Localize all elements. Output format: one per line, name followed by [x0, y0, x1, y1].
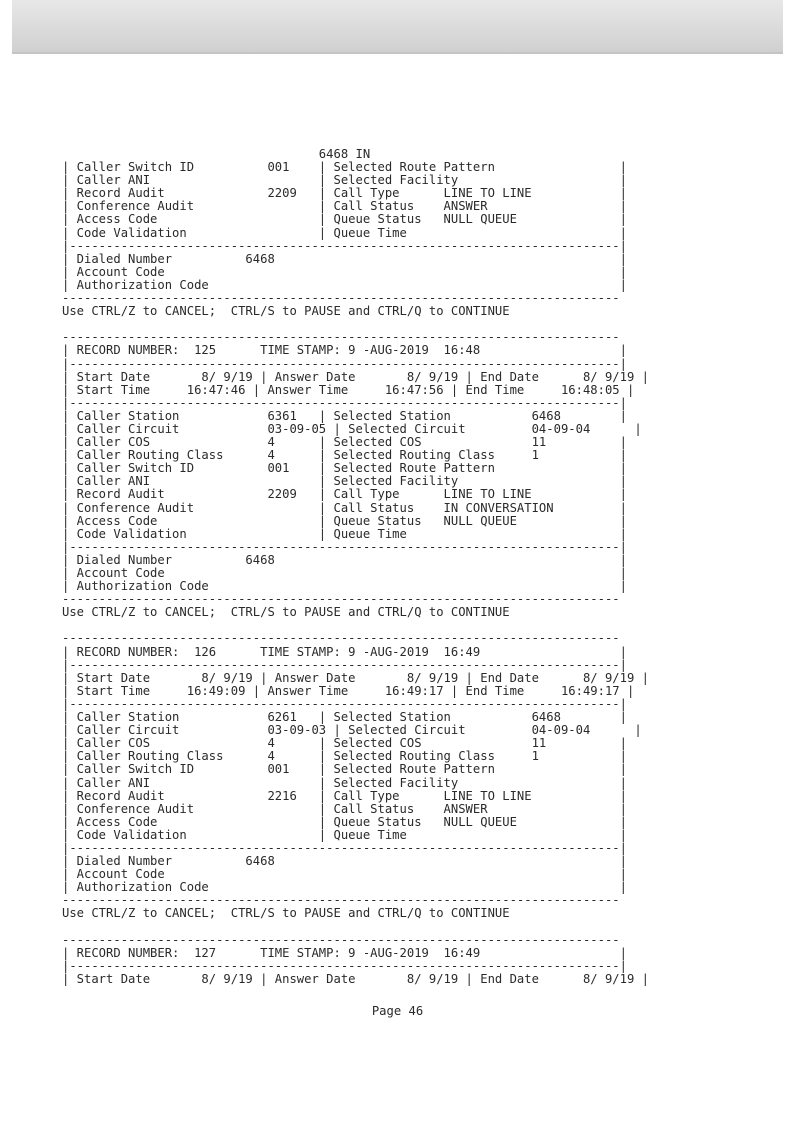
printout-line: |---------------------------------------------------------------------------| — [62, 238, 627, 253]
printout-line: | Code Validation | Queue Time | — [62, 225, 627, 240]
printout-line: ---------------------------------------------------------------------------- — [62, 291, 620, 306]
printout-line: |---------------------------------------------------------------------------| — [62, 395, 627, 410]
printout-line: |---------------------------------------------------------------------------| — [62, 840, 627, 855]
printout-line: | Code Validation | Queue Time | — [62, 827, 627, 842]
printout-line: | Account Code | — [62, 566, 627, 580]
printout-line: | RECORD NUMBER: 125 TIME STAMP: 9 -AUG-2019 16:48 | — [62, 343, 627, 358]
printout-line: | Conference Audit | Call Status ANSWER | — [62, 801, 627, 816]
printout-line: | Caller ANI | Selected Facility | — [62, 775, 627, 790]
printout-line: | Dialed Number 6468 | — [62, 251, 627, 266]
printout-line: | Conference Audit | Call Status IN CONVERSATION | — [62, 500, 627, 515]
printout-line: | Authorization Code | — [62, 880, 627, 895]
printout-line: | Access Code | Queue Status NULL QUEUE | — [62, 814, 627, 829]
printout-line: |---------------------------------------------------------------------------| — [62, 539, 627, 554]
printout-line: | Account Code | — [62, 867, 627, 882]
printout-line: ---------------------------------------------------------------------------- — [62, 631, 620, 646]
printout-line: Use CTRL/Z to CANCEL; CTRL/S to PAUSE and CTRL/Q to CONTINUE — [62, 304, 510, 319]
printout-line: | Start Date 8/ 9/19 | Answer Date 8/ 9/19 | End Date 8/ 9/19 | — [62, 971, 649, 986]
printout-line: | Caller Station 6261 | Selected Station 6468 | — [62, 710, 627, 725]
page-number: Page 46 — [371, 1004, 424, 1018]
printout-line: | Caller COS 4 | Selected COS 11 | — [62, 435, 627, 450]
printout-line: ---------------------------------------------------------------------------- — [62, 932, 620, 947]
printout-line: | Authorization Code | — [62, 277, 627, 292]
printout-line: | RECORD NUMBER: 127 TIME STAMP: 9 -AUG-2019 16:49 | — [62, 945, 627, 960]
printout-line: | Dialed Number 6468 | — [62, 552, 627, 567]
printout-line: | Caller Circuit 03-09-05 | Selected Circuit 04-09-04 | — [62, 421, 642, 436]
printout-line: | Authorization Code | — [62, 579, 627, 594]
printout-line: | Caller Switch ID 001 | Selected Route Pattern | — [62, 762, 627, 777]
printout-line: 6468 IN — [62, 147, 371, 161]
printout-line: Use CTRL/Z to CANCEL; CTRL/S to PAUSE and CTRL/Q to CONTINUE — [62, 605, 510, 620]
printout-line: | Account Code | — [62, 264, 627, 279]
call-record-printout — [62, 148, 649, 986]
printout-line — [62, 921, 649, 934]
printout-line: Use CTRL/Z to CANCEL; CTRL/S to PAUSE and CTRL/Q to CONTINUE — [62, 906, 510, 921]
printout-line: | Caller Routing Class 4 | Selected Routing Class 1 | — [62, 448, 627, 463]
printout-line: | RECORD NUMBER: 126 TIME STAMP: 9 -AUG-2019 16:49 | — [62, 644, 627, 659]
printout-line: ---------------------------------------------------------------------------- — [62, 330, 620, 345]
printout-line: | Caller ANI | Selected Facility | — [62, 173, 627, 188]
printout-line: | Access Code | Queue Status NULL QUEUE | — [62, 212, 627, 227]
printout-line: ---------------------------------------------------------------------------- — [62, 893, 620, 908]
printout-line: | Caller Station 6361 | Selected Station 6468 | — [62, 408, 627, 423]
printout-line: |---------------------------------------------------------------------------| — [62, 958, 627, 973]
printout-line: |---------------------------------------------------------------------------| — [62, 696, 627, 711]
printout-line: | Record Audit 2209 | Call Type LINE TO LINE | — [62, 487, 627, 502]
printout-line: | Record Audit 2209 | Call Type LINE TO LINE | — [62, 186, 627, 201]
printout-line: ---------------------------------------------------------------------------- — [62, 592, 620, 607]
printout-line: | Caller Switch ID 001 | Selected Route Pattern | — [62, 461, 627, 476]
printout-line: | Access Code | Queue Status NULL QUEUE | — [62, 513, 627, 528]
printout-line: | Code Validation | Queue Time | — [62, 526, 627, 541]
printout-line: | Caller ANI | Selected Facility | — [62, 474, 627, 489]
printout-line: | Caller Circuit 03-09-03 | Selected Circuit 04-09-04 | — [62, 723, 642, 738]
printout-line: | Record Audit 2216 | Call Type LINE TO LINE | — [62, 788, 627, 803]
scan-top-bar — [12, 0, 783, 54]
printout-line: | Start Time 16:47:46 | Answer Time 16:47:56 | End Time 16:48:05 | — [62, 382, 635, 397]
printout-line: | Caller Routing Class 4 | Selected Routing Class 1 | — [62, 749, 627, 764]
printout-line: |---------------------------------------------------------------------------| — [62, 356, 627, 371]
printout-line: | Caller Switch ID 001 | Selected Route Pattern | — [62, 160, 627, 175]
printout-line: | Caller COS 4 | Selected COS 11 | — [62, 736, 627, 751]
printout-line: | Start Date 8/ 9/19 | Answer Date 8/ 9/19 | End Date 8/ 9/19 | — [62, 670, 649, 685]
printout-line: | Conference Audit | Call Status ANSWER | — [62, 199, 627, 214]
printout-line: | Start Time 16:49:09 | Answer Time 16:49:17 | End Time 16:49:17 | — [62, 683, 635, 698]
printout-line: | Dialed Number 6468 | — [62, 854, 627, 869]
printout-line: | Start Date 8/ 9/19 | Answer Date 8/ 9/19 | End Date 8/ 9/19 | — [62, 369, 649, 384]
printout-line: |---------------------------------------------------------------------------| — [62, 657, 627, 672]
